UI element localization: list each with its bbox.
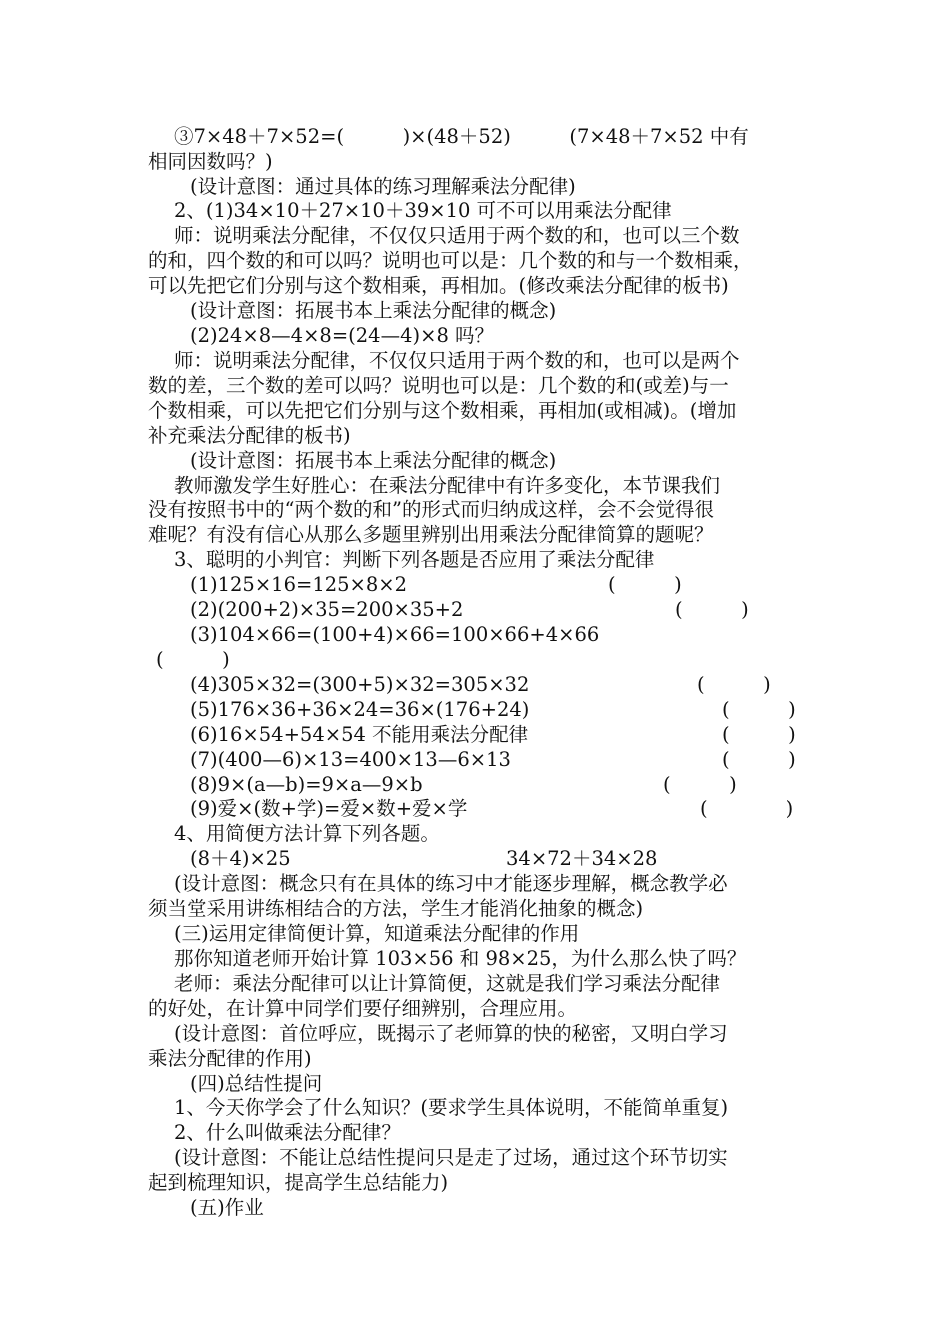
judge-item-9: (9)爱×(数+学)=爱×数+爱×学 (190, 797, 468, 820)
answer-blank-8: ( ) (663, 773, 737, 796)
text-line: (四)总结性提问 (190, 1072, 323, 1095)
judge-item-7: (7)(400—6)×13=400×13—6×13 (190, 748, 511, 771)
text-line: 老师：乘法分配律可以让计算简便，这就是我们学习乘法分配律 (174, 972, 721, 995)
text-line: 2、(1)34×10＋27×10＋39×10 可不可以用乘法分配律 (174, 199, 672, 222)
text-line: 起到梳理知识，提高学生总结能力) (148, 1171, 449, 1194)
text-line: 2、什么叫做乘法分配律？ (174, 1121, 401, 1144)
text-line: (设计意图：首位呼应，既揭示了老师算的快的秘密，又明白学习 (174, 1022, 728, 1045)
text-line: 个数相乘，可以先把它们分别与这个数相乘，再相加(或相减)。(增加 (148, 399, 737, 422)
text-line: 4、用简便方法计算下列各题。 (174, 822, 440, 845)
answer-blank-7: ( ) (722, 748, 796, 771)
text-line: 教师激发学生好胜心：在乘法分配律中有许多变化，本节课我们 (174, 474, 721, 497)
text-line: 补充乘法分配律的板书) (148, 424, 351, 447)
judge-item-2: (2)(200+2)×35=200×35+2 (190, 598, 464, 621)
text-line: 数的差，三个数的差可以吗？说明也可以是：几个数的和(或差)与一 (148, 374, 729, 397)
text-line: (设计意图：拓展书本上乘法分配律的概念) (190, 449, 557, 472)
judge-item-1: (1)125×16=125×8×2 (190, 573, 408, 596)
judge-item-8: (8)9×(a—b)=9×a—9×b (190, 773, 423, 796)
text-line: ③7×48＋7×52=( )×(48＋52) (7×48＋7×52 中有 (174, 125, 749, 148)
judge-item-5: (5)176×36+36×24=36×(176+24) (190, 698, 530, 721)
text-line: (设计意图：不能让总结性提问只是走了过场，通过这个环节切实 (174, 1146, 728, 1169)
calc-item-2: 34×72＋34×28 (506, 847, 658, 870)
answer-blank-1: ( ) (608, 573, 682, 596)
text-line: 那你知道老师开始计算 103×56 和 98×25，为什么那么快了吗？ (174, 947, 747, 970)
judge-item-3: (3)104×66=(100+4)×66=100×66+4×66 (190, 623, 600, 646)
answer-blank-4: ( ) (697, 673, 771, 696)
judge-item-4: (4)305×32=(300+5)×32=305×32 (190, 673, 530, 696)
text-line: (2)24×8—4×8=(24—4)×8 吗？ (190, 324, 495, 347)
text-line: (设计意图：拓展书本上乘法分配律的概念) (190, 299, 557, 322)
text-line: 相同因数吗？) (148, 150, 273, 173)
text-line: 须当堂采用讲练相结合的方法，学生才能消化抽象的概念) (148, 897, 644, 920)
judge-item-6: (6)16×54+54×54 不能用乘法分配律 (190, 723, 529, 746)
calc-item-1: (8＋4)×25 (190, 847, 291, 870)
answer-blank-6: ( ) (722, 723, 796, 746)
text-line: 的好处，在计算中同学们要仔细辨别，合理应用。 (148, 997, 578, 1020)
text-line: (设计意图：通过具体的练习理解乘法分配律) (190, 175, 576, 198)
text-line: 师：说明乘法分配律，不仅仅只适用于两个数的和，也可以三个数 (174, 224, 740, 247)
text-line: 3、聪明的小判官：判断下列各题是否应用了乘法分配律 (174, 548, 655, 571)
answer-blank-9: ( ) (700, 797, 794, 820)
answer-blank-5: ( ) (722, 698, 796, 721)
answer-blank-2: ( ) (675, 598, 749, 621)
answer-blank-3: ( ) (156, 648, 230, 671)
text-line: (五)作业 (190, 1196, 264, 1219)
text-line: 1、今天你学会了什么知识？(要求学生具体说明，不能简单重复) (174, 1096, 729, 1119)
text-line: 没有按照书中的“两个数的和”的形式而归纳成这样，会不会觉得很 (148, 498, 714, 521)
text-line: (设计意图：概念只有在具体的练习中才能逐步理解，概念教学必 (174, 872, 728, 895)
text-line: (三)运用定律简便计算，知道乘法分配律的作用 (174, 922, 580, 945)
text-line: 的和，四个数的和可以吗？说明也可以是：几个数的和与一个数相乘， (148, 249, 753, 272)
text-line: 师：说明乘法分配律，不仅仅只适用于两个数的和，也可以是两个 (174, 349, 740, 372)
text-line: 乘法分配律的作用) (148, 1047, 312, 1070)
text-line: 可以先把它们分别与这个数相乘，再相加。(修改乘法分配律的板书) (148, 274, 729, 297)
text-line: 难呢？有没有信心从那么多题里辨别出用乘法分配律简算的题呢？ (148, 523, 714, 546)
